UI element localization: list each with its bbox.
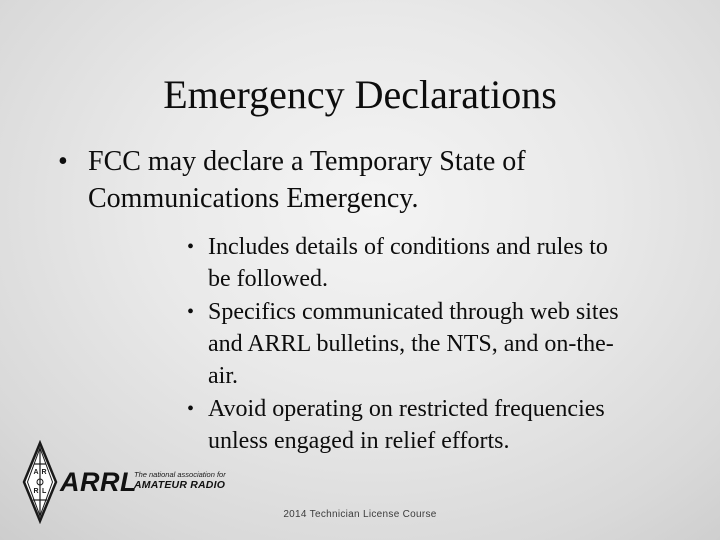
sub-bullet-item	[88, 231, 680, 295]
slide-footer: 2014 Technician License Course	[283, 509, 437, 520]
sub-bullet-text: Includes details of conditions and rules to be followed.	[208, 234, 608, 292]
diamond-letter: R	[41, 469, 47, 476]
bullet-item	[0, 143, 720, 457]
arrl-wordmark: ARRL	[60, 467, 137, 497]
slide-title: Emergency Declarations	[163, 72, 557, 117]
sub-bullet-text: Avoid operating on restricted frequencies unless engaged in relief efforts.	[208, 396, 605, 454]
sub-bullet-marker: •	[187, 398, 195, 420]
sub-bullet-marker: •	[187, 236, 195, 258]
sub-bullet-text: Specifics communicated through web sites and ARRL bulletins, the NTS, and on-the-air.	[208, 299, 619, 389]
diamond-letter: R	[33, 488, 39, 495]
bullet-text: FCC may declare a Temporary State of Communications Emergency.	[88, 146, 526, 214]
sub-bullet-list	[88, 231, 680, 457]
diamond-letter: L	[42, 488, 47, 495]
sub-bullet-marker: •	[187, 301, 195, 323]
logo-name: AMATEUR RADIO	[134, 479, 226, 491]
bullet-list	[0, 143, 720, 458]
bullet-marker: •	[58, 146, 68, 177]
sub-bullet-item	[88, 296, 680, 392]
diamond-letter: A	[33, 469, 39, 476]
logo-tagline: The national association for	[134, 470, 226, 479]
